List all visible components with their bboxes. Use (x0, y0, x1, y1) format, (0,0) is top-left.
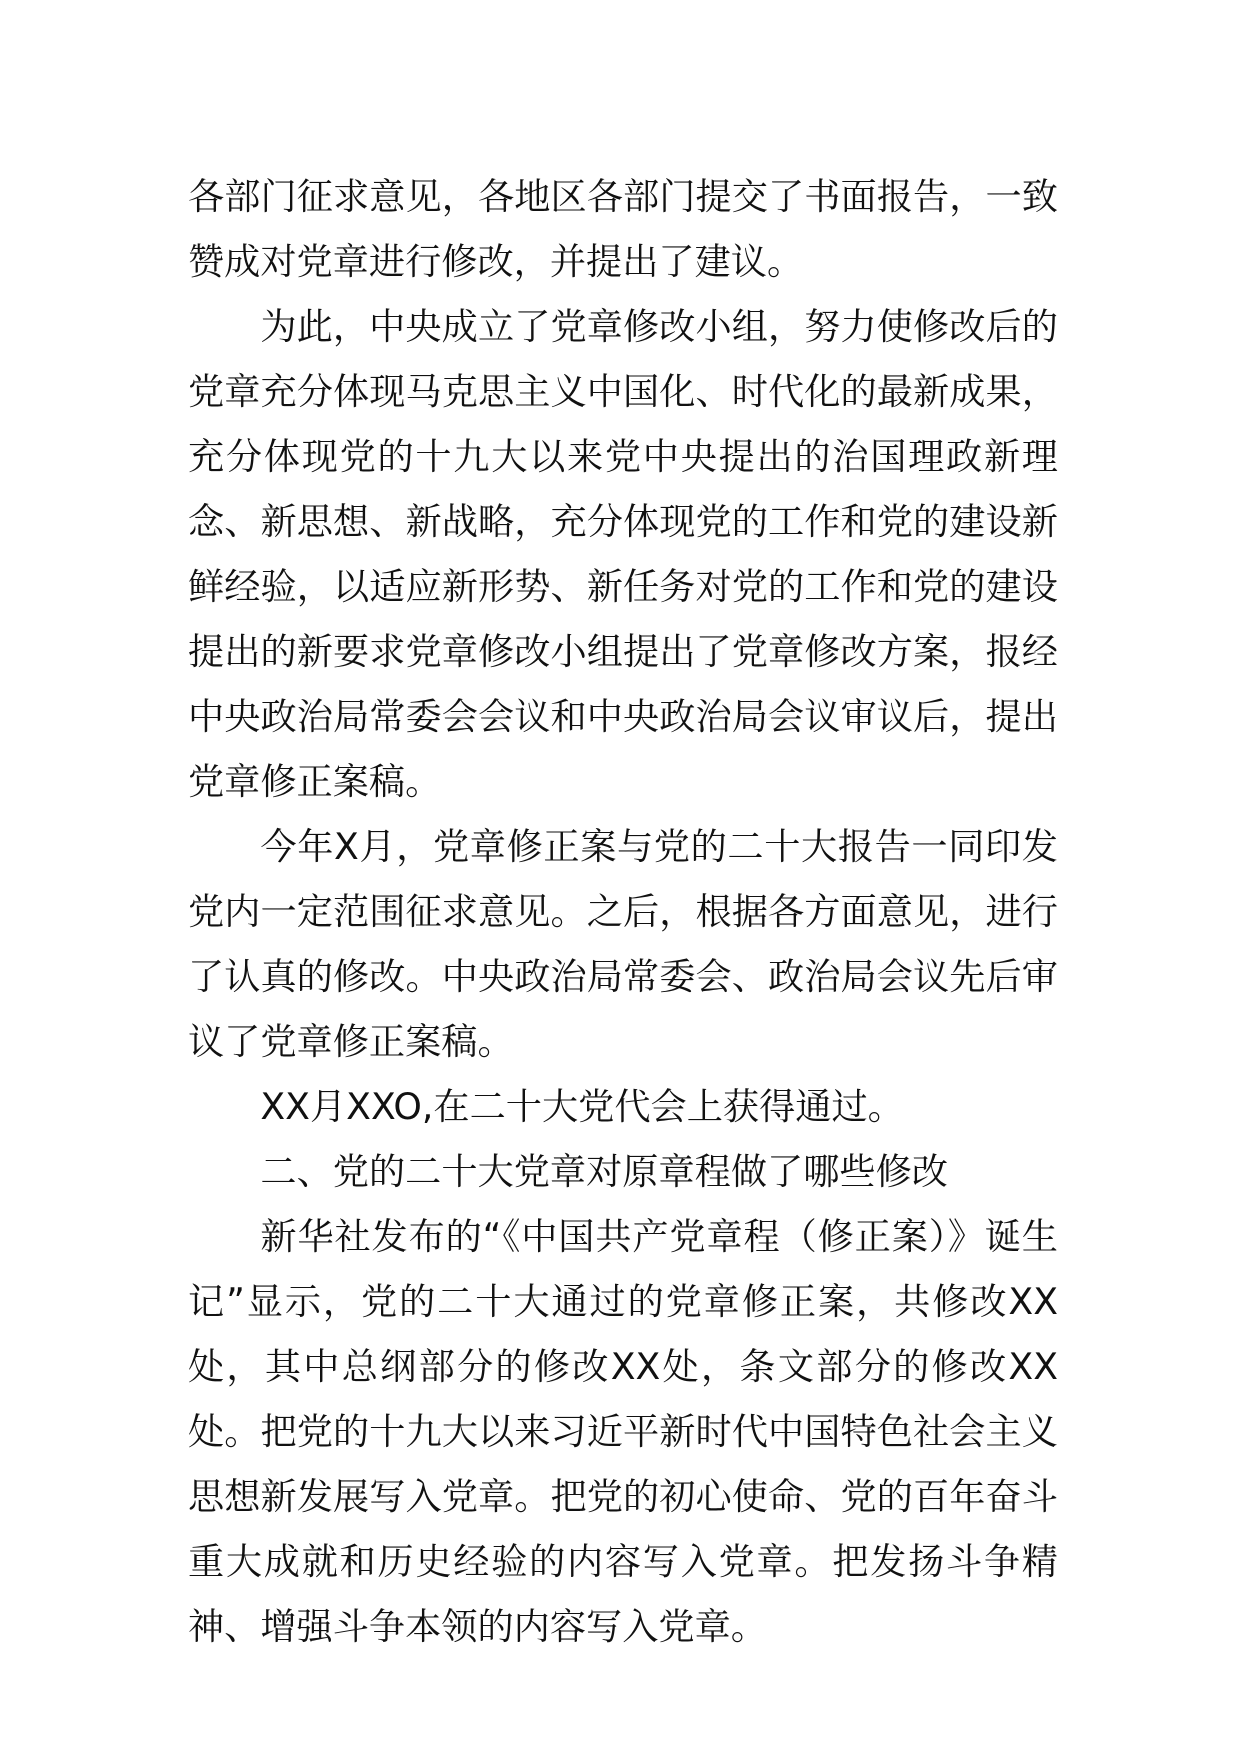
body-paragraph: 新华社发布的“《中国共产党章程（修正案）》诞生记”显示，党的二十大通过的党章修正案，共修改XX处，其中总纲部分的修改XX处，条文部分的修改XX处。把党的十九大以来习近平新时代中国特色社会主义思想新发展写入党章。把党的初心使命、党的百年奋斗重大成就和历史经验的内容写入党章。把发扬斗争精神、增强斗争本领的内容写入党章。 (188, 1215, 1058, 1648)
body-paragraph: 今年X月，党章修正案与党的二十大报告一同印发党内一定范围征求意见。之后，根据各方面意见，进行了认真的修改。中央政治局常委会、政治局会议先后审议了党章修正案稿。 (188, 825, 1058, 1063)
body-paragraph: 为此，中央成立了党章修改小组，努力使修改后的党章充分体现马克思主义中国化、时代化的最新成果，充分体现党的十九大以来党中央提出的治国理政新理念、新思想、新战略，充分体现党的工作和党的建设新鲜经验，以适应新形势、新任务对党的工作和党的建设提出的新要求党章修改小组提出了党章修改方案，报经中央政治局常委会会议和中央政治局会议审议后，提出党章修正案稿。 (188, 305, 1058, 803)
section-heading: 二、党的二十大党章对原章程做了哪些修改 (260, 1150, 948, 1193)
document-body (188, 164, 1058, 1659)
body-paragraph: XX月XXO,在二十大党代会上获得通过。 (260, 1085, 904, 1128)
body-paragraph: 各部门征求意见，各地区各部门提交了书面报告，一致赞成对党章进行修改，并提出了建议。 (188, 175, 1058, 283)
